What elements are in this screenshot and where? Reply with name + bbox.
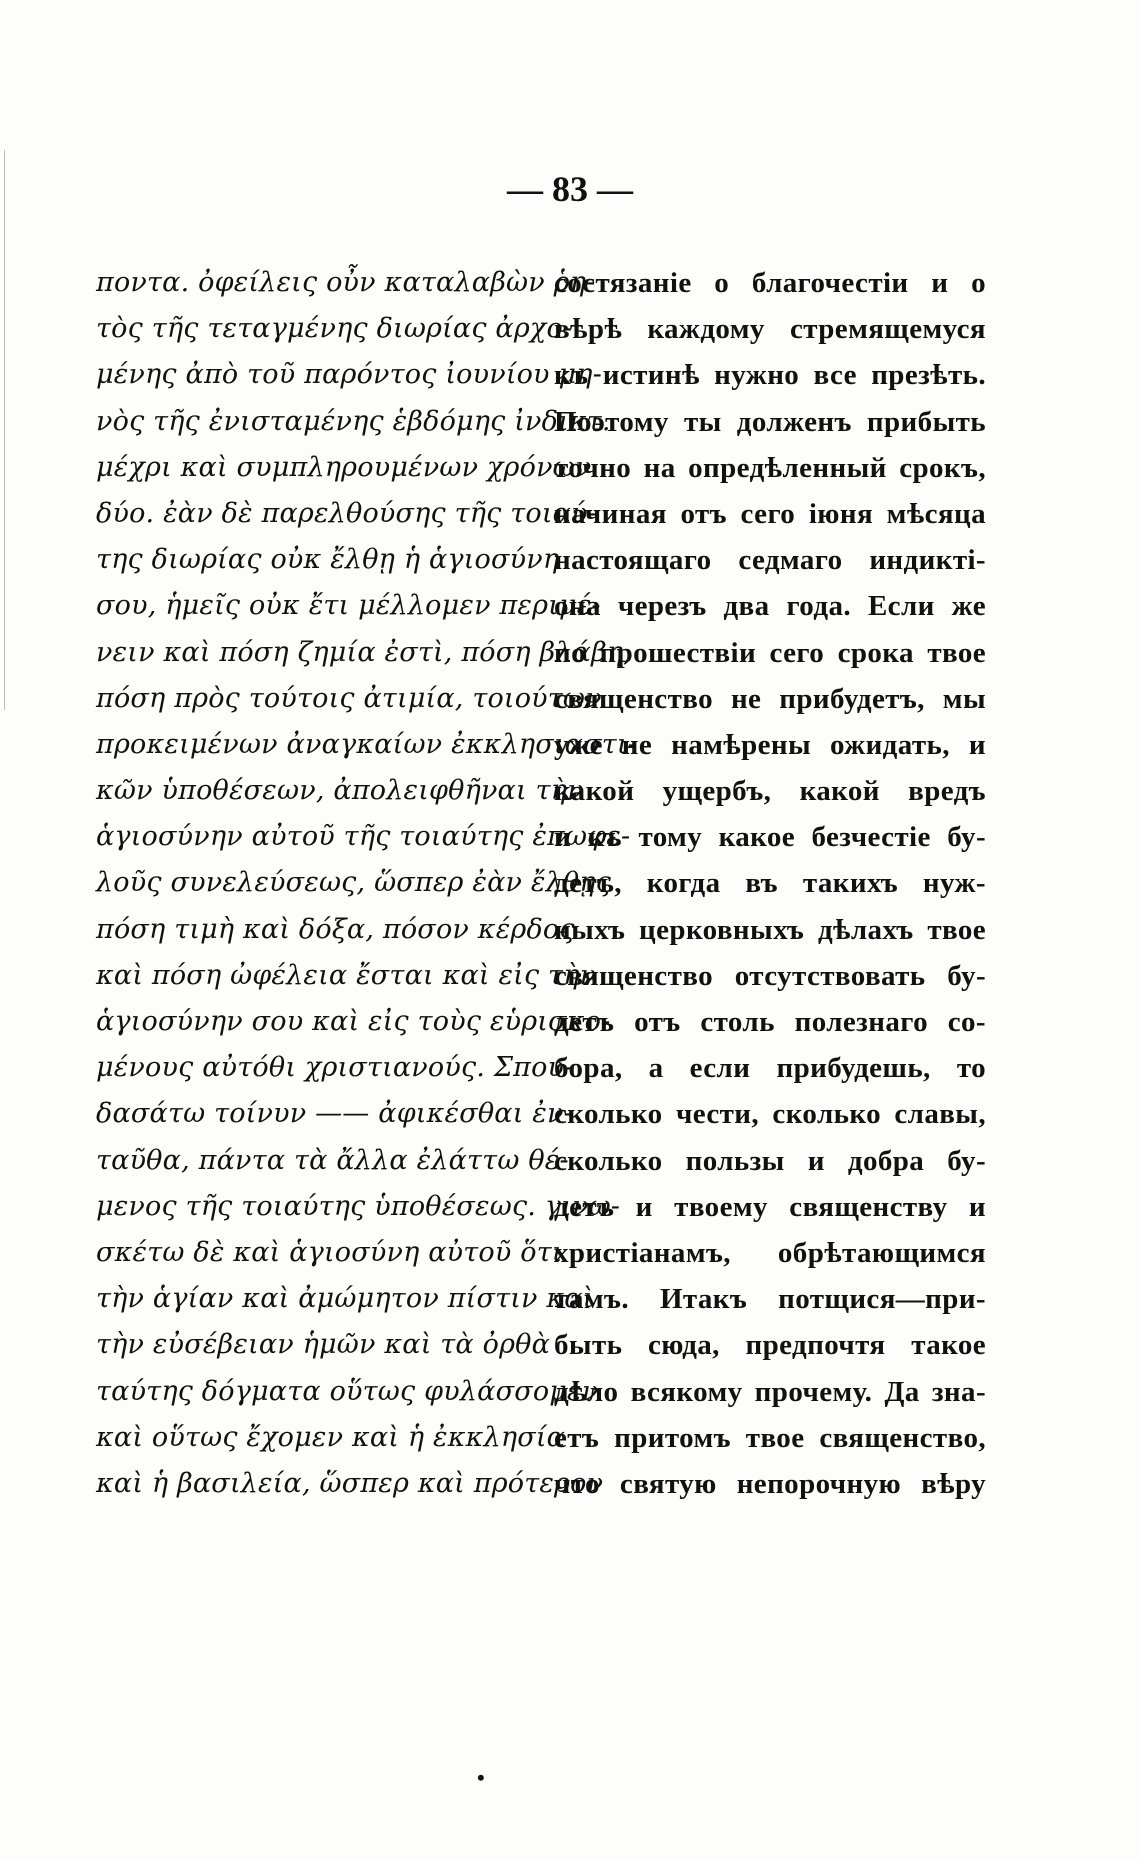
- russian-line: Поэтому ты долженъ прибыть: [554, 405, 986, 438]
- greek-line: τὴν ἁγίαν καὶ ἀμώμητον πίστιν καὶ: [96, 1283, 594, 1315]
- greek-line: ταύτης δόγματα οὕτως φυλάσσομεν: [96, 1375, 599, 1407]
- russian-line: детъ, когда въ такихъ нуж-: [554, 867, 986, 900]
- greek-line: ποντα. ὀφείλεις οὖν καταλαβὼν ῥη-: [96, 267, 596, 298]
- greek-line: καὶ πόση ὠφέλεια ἔσται καὶ εἰς τὴν: [96, 959, 597, 991]
- greek-text-column: [96, 260, 637, 1507]
- greek-line: μενος τῆς τοιαύτης ὑποθέσεως. γινω-: [96, 1190, 621, 1222]
- greek-line: σου, ἡμεῖς οὐκ ἔτι μέλλομεν περιμέ-: [96, 590, 601, 622]
- russian-line: священство не прибудетъ, мы: [554, 682, 986, 715]
- greek-line: νὸς τῆς ἐνισταμένης ἑβδόμης ἰνδικτ.: [96, 405, 611, 437]
- greek-line: καὶ ἡ βασιλεία, ὥσπερ καὶ πρότερον: [96, 1467, 604, 1499]
- russian-line: она черезъ два года. Если же: [554, 590, 986, 623]
- russian-text-column: [554, 260, 986, 1507]
- russian-line: и къ тому какое безчестіе бу-: [554, 821, 986, 854]
- greek-line: μένης ἀπὸ τοῦ παρόντος ἰουνίου μη-: [96, 359, 602, 391]
- footer-mark: •: [477, 1765, 485, 1790]
- greek-line: δύο. ἐὰν δὲ παρελθούσης τῆς τοιαύ-: [96, 497, 597, 529]
- greek-line: κῶν ὑποθέσεων, ἀπολειφθῆναι τὴν: [96, 775, 584, 807]
- russian-line: детъ отъ столь полезнаго со-: [554, 1006, 986, 1038]
- russian-line: бора, а если прибудешь, то: [554, 1052, 986, 1085]
- russian-line: по прошествіи сего срока твое: [554, 636, 986, 669]
- russian-line: что святую непорочную вѣру: [554, 1467, 986, 1500]
- russian-line: уже не намѣрены ожидать, и: [554, 728, 986, 761]
- russian-line: сколько чести, сколько славы,: [554, 1098, 986, 1131]
- greek-line: μένους αὐτόθι χριστιανούς. Σπου-: [96, 1052, 574, 1084]
- greek-line: σκέτω δὲ καὶ ἁγιοσύνη αὐτοῦ ὅτι: [96, 1236, 563, 1268]
- greek-line: ταῦθα, πάντα τὰ ἄλλα ἐλάττω θέ-: [96, 1144, 569, 1176]
- greek-line: τὴν εὐσέβειαν ἡμῶν καὶ τὰ ὀρθὰ: [96, 1329, 551, 1361]
- greek-line: λοῦς συνελεύσεως, ὥσπερ ἐὰν ἔλθῃς: [96, 867, 612, 899]
- greek-line: καὶ οὕτως ἔχομεν καὶ ἡ ἐκκλησία: [96, 1421, 566, 1453]
- russian-line: етъ притомъ твое священство,: [554, 1421, 986, 1454]
- russian-line: точно на опредѣленный срокъ,: [554, 451, 986, 484]
- russian-line: къ истинѣ нужно все презѣть.: [554, 359, 986, 392]
- greek-line: τὸς τῆς τεταγμένης διωρίας ἀρχο-: [96, 313, 573, 345]
- russian-line: детъ и твоему священству и: [554, 1190, 986, 1223]
- russian-line: настоящаго седмаго индикті-: [554, 544, 986, 577]
- russian-line: быть сюда, предпочтя такое: [554, 1329, 986, 1362]
- russian-line: начиная отъ сего іюня мѣсяца: [554, 497, 986, 530]
- russian-line: ныхъ церковныхъ дѣлахъ твое: [554, 913, 986, 946]
- greek-line: της διωρίας οὐκ ἔλθῃ ἡ ἁγιοσύνη: [96, 544, 560, 576]
- russian-line: тамъ. Итакъ потщися—при-: [554, 1283, 986, 1316]
- greek-line: πόση πρὸς τούτοις ἀτιμία, τοιούτων: [96, 682, 602, 714]
- page-edge-line: [4, 150, 5, 710]
- greek-line: ἁγιοσύνην αὐτοῦ τῆς τοιαύτης ἐπωφε-: [96, 821, 631, 853]
- russian-line: состязаніе о благочестіи и о: [554, 267, 986, 299]
- greek-line: νειν καὶ πόση ζημία ἐστὶ, πόση βλάβη,: [96, 636, 633, 668]
- greek-line: προκειμένων ἀναγκαίων ἐκκλησιαστι-: [96, 728, 637, 760]
- greek-line: πόση τιμὴ καὶ δόξα, πόσον κέρδος: [96, 913, 575, 945]
- russian-line: сколько пользы и добра бу-: [554, 1144, 986, 1177]
- russian-line: дѣло всякому прочему. Да зна-: [554, 1375, 986, 1408]
- greek-line: ἁγιοσύνην σου καὶ εἰς τοὺς εὑρισκο-: [96, 1006, 611, 1037]
- greek-line: δασάτω τοίνυν —— ἀφικέσθαι ἐν-: [96, 1098, 573, 1130]
- russian-line: какой ущербъ, какой вредъ: [554, 775, 986, 808]
- russian-line: христіанамъ, обрѣтающимся: [554, 1236, 986, 1269]
- russian-line: священство отсутствовать бу-: [554, 959, 986, 992]
- greek-line: μέχρι καὶ συμπληρουμένων χρόνων: [96, 451, 592, 483]
- russian-line: вѣрѣ каждому стремящемуся: [554, 313, 986, 346]
- page-number: — 83 —: [507, 169, 633, 209]
